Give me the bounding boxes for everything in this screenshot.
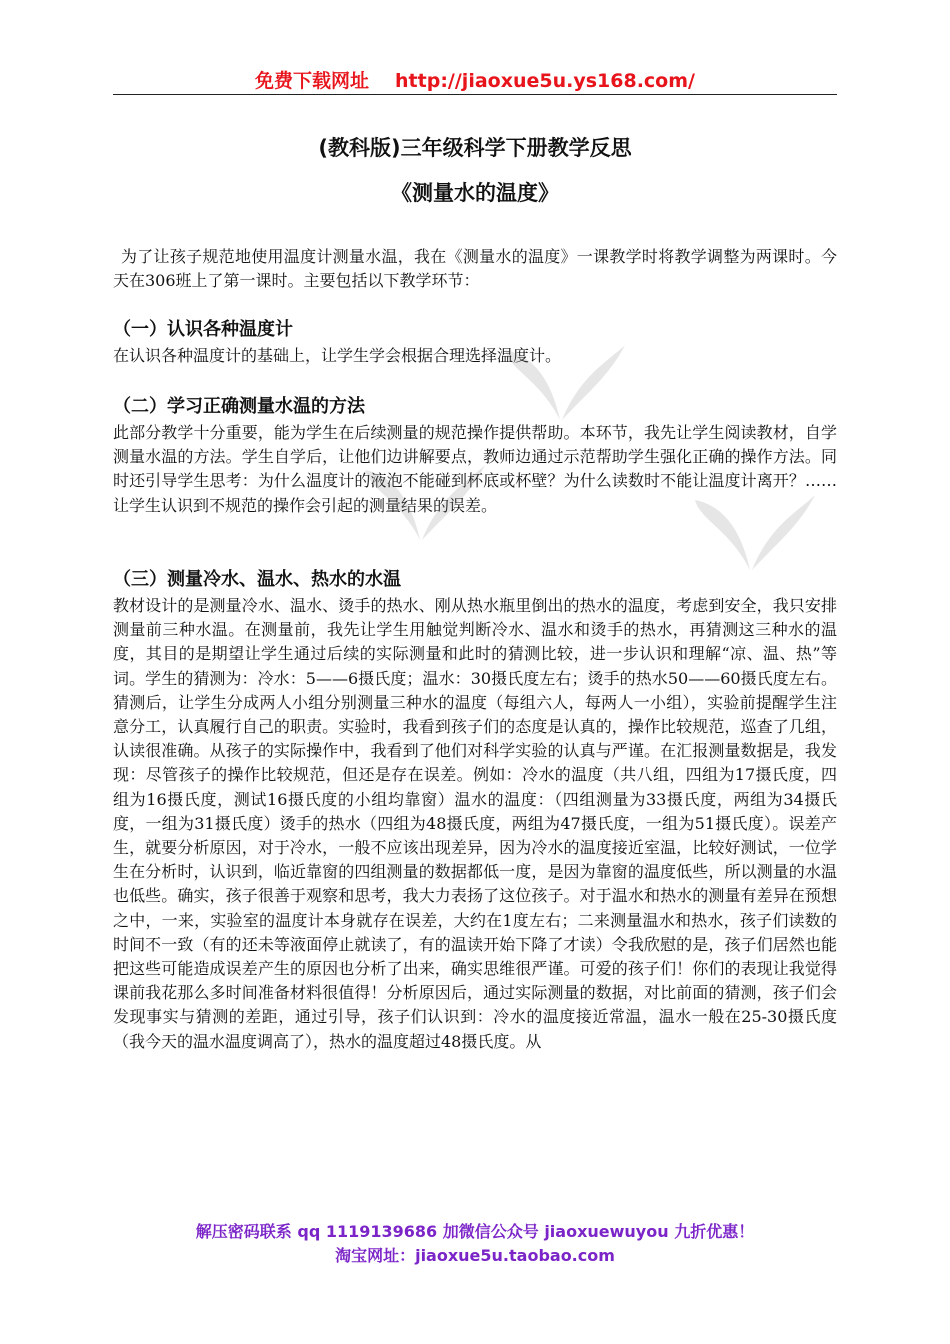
footer-shop-link[interactable]: 淘宝网址：jiaoxue5u.taobao.com — [335, 1246, 615, 1265]
document-subtitle: 《测量水的温度》 — [391, 181, 559, 205]
header-url-link[interactable]: http://jiaoxue5u.ys168.com/ — [395, 70, 695, 92]
document-title: (教科版)三年级科学下册教学反思 — [318, 136, 632, 160]
section-heading-2: （二）学习正确测量水温的方法 — [113, 396, 365, 417]
footer-contact: 解压密码联系 qq 1119139686 加微信公众号 jiaoxuewuyou 九折优惠！ — [195, 1222, 755, 1241]
header-divider — [113, 94, 837, 95]
section-body-2: 此部分教学十分重要，能为学生在后续测量的规范操作提供帮助。本环节，我先让学生阅读教材，自学测量水温的方法。学生自学后，让他们边讲解要点，教师边通过示范帮助学生强化正确的操作方法。同时还引导学生思考：为什么温度计的液泡不能碰到杯底或杯壁？为什么读数时不能让温度计离开？……让学生认识到不规范的操作会引起的测量结果的误差。 — [113, 423, 837, 515]
section-heading-1: （一）认识各种温度计 — [113, 319, 293, 340]
section-heading-3: （三）测量冷水、温水、热水的水温 — [113, 569, 401, 590]
section-body-3: 教材设计的是测量冷水、温水、烫手的热水、刚从热水瓶里倒出的热水的温度，考虑到安全，我只安排测量前三种水温。在测量前，我先让学生用触觉判断冷水、温水和烫手的热水，再猜测这三种水的温度，其目的是期望让学生通过后续的实际测量和此时的猜测比较，进一步认识和理解“凉、温、热”等词。学生的猜测为：冷水：5——6摄氏度；温水：30摄氏度左右；烫手的热水50——60摄氏度左右。猜测后，让学生分成两人小组分别测量三种水的温度（每组六人，每两人一小组），实验前提醒学生注意分工，认真履行自己的职责。实验时，我看到孩子们的态度是认真的，操作比较规范，巡查了几组，认读很准确。从孩子的实际操作中，我看到了他们对科学实验的认真与严谨。在汇报测量数据是，我发现：尽管孩子的操作比较规范，但还是存在误差。例如：冷水的温度（共八组，四组为17摄氏度，四组为16摄氏度，测试16摄氏度的小组均靠窗）温水的温度：（四组测量为33摄氏度，两组为34摄氏度，一组为31摄氏度）烫手的热水（四组为48摄氏度，两组为47摄氏度，一组为51摄氏度）。误差产生，就要分析原因，对于冷水，一般不应该出现差异，因为冷水的温度接近室温，比较好测试，一位学生在分析时，认识到，临近靠窗的四组测量的数据都低一度，是因为靠窗的温度低些，所以测量的水温也低些。确实，孩子很善于观察和思考，我大力表扬了这位孩子。对于温水和热水的测量有差异在预想之中，一来，实验室的温度计本身就存在误差，大约在1度左右；二来测量温水和热水，孩子们读数的时间不一致（有的还未等液面停止就读了，有的温读开始下降了才读）令我欣慰的是，孩子们居然也能把这些可能造成误差产生的原因也分析了出来，确实思维很严谨。可爱的孩子们！你们的表现让我觉得课前我花那么多时间准备材料很值得！分析原因后，通过实际测量的数据，对比前面的猜测，孩子们会发现事实与猜测的差距，通过引导，孩子们认识到：冷水的温度接近常温，温水一般在25-30摄氏度（我今天的温水温度调高了），热水的温度超过48摄氏度。从 — [113, 596, 837, 1051]
header-banner — [113, 66, 837, 93]
section-body-1: 在认识各种温度计的基础上，让学生学会根据合理选择温度计。 — [113, 346, 562, 365]
intro-paragraph: 为了让孩子规范地使用温度计测量水温，我在《测量水的温度》一课教学时将教学调整为两课时。今天在306班上了第一课时。主要包括以下教学环节： — [113, 247, 837, 291]
header-label: 免费下载网址 — [255, 70, 370, 92]
